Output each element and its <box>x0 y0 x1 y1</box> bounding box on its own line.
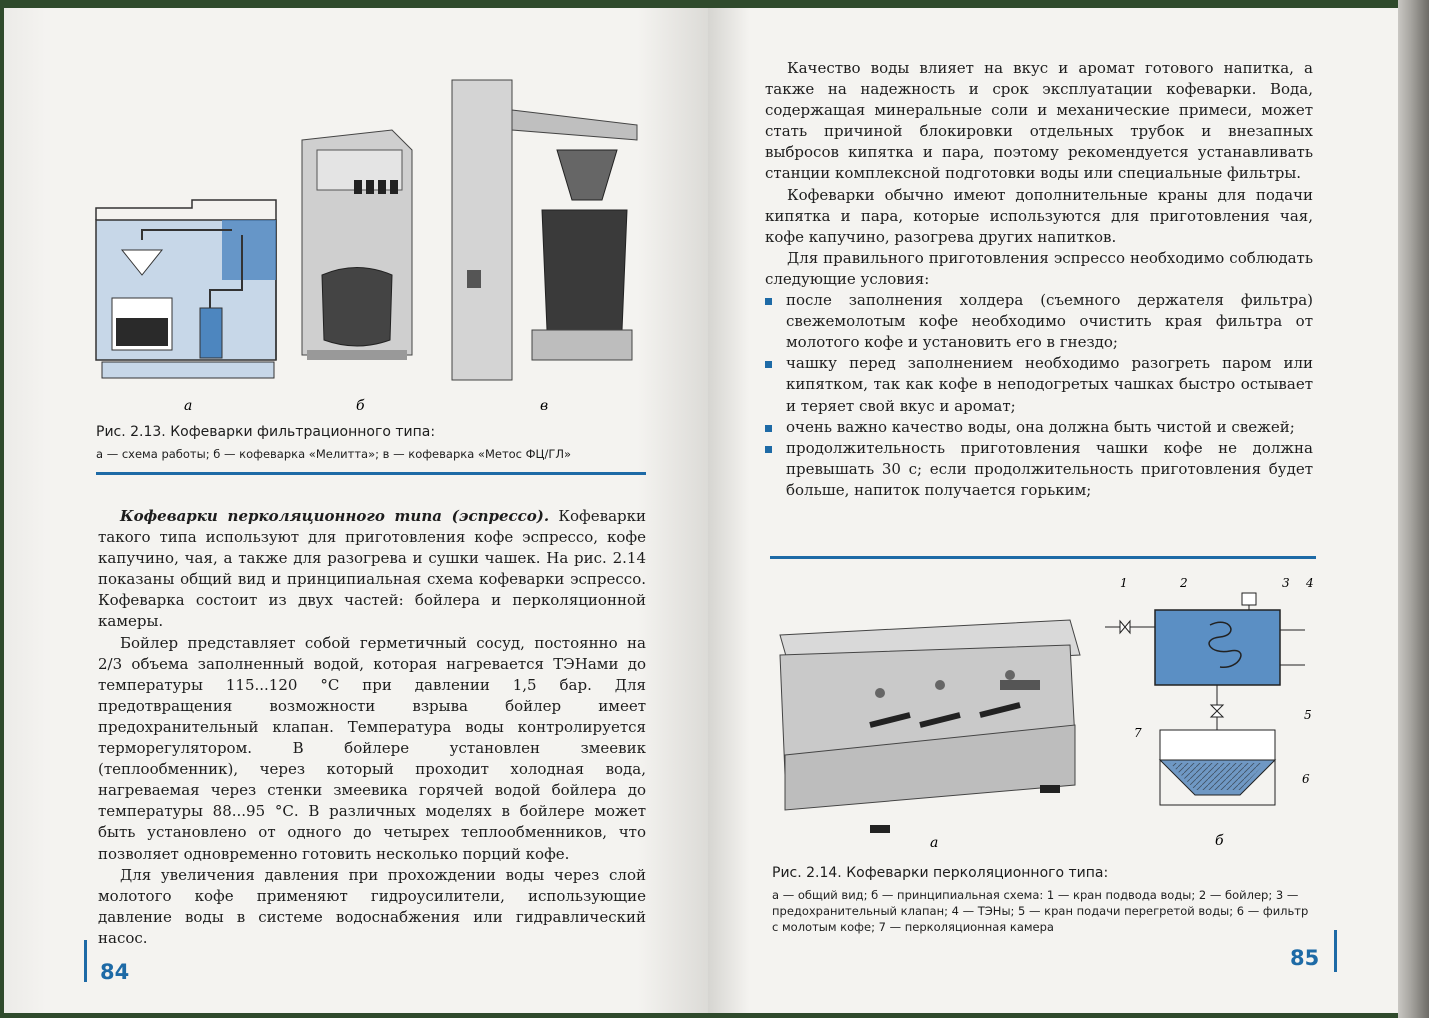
espresso-schematic <box>1105 593 1305 805</box>
divider-rule <box>96 472 646 475</box>
list-item: чашку перед заполнением необходимо разогреть паром или кипятком, так как кофе в неподогретых чашках быстро остывает и теряет свой вкус и аромат; <box>765 353 1313 416</box>
fig-label-b: б <box>1215 833 1224 849</box>
paragraph: Для правильного приготовления эспрессо необходимо соблюдать следующие условия: <box>765 248 1313 288</box>
metos-coffee-maker <box>452 80 637 380</box>
paragraph: Кофеварки обычно имеют дополнительные краны для подачи кипятка и пара, которые используются для приготовления чая, кофе капучино, разогрева других напитков. <box>765 185 1313 246</box>
right-body-text <box>765 58 1313 501</box>
paragraph: Качество воды влияет на вкус и аромат готового напитка, а также на надежность и срок эксплуатации кофеварки. Вода, содержащая минеральные соли и механические примеси, может стать причиной блокировки отдельных трубок и внезапных выбросов кипятка и пара, поэтому рекомендуется устанавливать станции комплексной подготовки воды или специальные фильтры. <box>765 59 1313 183</box>
figure-caption-desc: а — общий вид; б — принципиальная схема: 1 — кран подвода воды; 2 — бойлер; 3 — предохранительный клапан; 4 — ТЭНы; 5 — кран подачи перегретой воды; 6 — фильтр с молотым кофе; 7 — перколяционная камера <box>772 888 1309 934</box>
num-5: 5 <box>1304 708 1312 722</box>
fig-label-a: а <box>184 398 193 414</box>
num-3: 3 <box>1282 576 1290 590</box>
melitta-coffee-maker <box>302 130 412 360</box>
num-7: 7 <box>1134 726 1142 740</box>
divider-rule <box>770 556 1316 559</box>
num-6: 6 <box>1302 772 1310 786</box>
section-heading: Кофеварки перколяционного типа (эспрессо). <box>120 507 550 525</box>
fig-label-a: а <box>930 835 939 851</box>
list-item: после заполнения холдера (съемного держателя фильтра) свежемолотым кофе необходимо очистить края фильтра от молотого кофе и установить его в гнездо; <box>765 290 1313 353</box>
list-item: очень важно качество воды, она должна быть чистой и свежей; <box>765 417 1313 438</box>
page-number: 84 <box>100 960 130 984</box>
page-number-bar <box>84 940 87 982</box>
fig-label-b: б <box>356 398 365 414</box>
book-edge <box>1398 0 1429 1018</box>
figure-caption-desc: а — схема работы; б — кофеварка «Мелитта»; в — кофеварка «Метос ФЦ/ГЛ» <box>96 447 572 461</box>
num-2: 2 <box>1180 576 1188 590</box>
list-item: продолжительность приготовления чашки кофе не должна превышать 30 с; если продолжительность приготовления будет больше, напиток получается горьким; <box>765 438 1313 501</box>
page-number: 85 <box>1290 946 1320 970</box>
left-body-text <box>98 506 646 949</box>
paragraph <box>98 506 646 633</box>
paragraph: Для увеличения давления при прохождении воды через слой молотого кофе применяют гидроусилители, использующие давление воды в системе водоснабжения или гидравлический насос. <box>98 865 646 947</box>
num-4: 4 <box>1306 576 1314 590</box>
num-1: 1 <box>1120 576 1128 590</box>
fig-label-v: в <box>540 398 549 414</box>
espresso-machine <box>780 620 1080 833</box>
figure-caption-title: Рис. 2.13. Кофеварки фильтрационного типа: <box>96 424 436 440</box>
conditions-list <box>765 290 1313 501</box>
filter-coffee-schema <box>96 200 276 378</box>
figure-caption-title: Рис. 2.14. Кофеварки перколяционного типа: <box>772 865 1109 881</box>
paragraph-text: Кофеварки такого типа используют для приготовления кофе эспрессо, кофе капучино, чая, а также для разогрева и сушки чашек. На рис. 2.14 показаны общий вид и принципиальная схема кофеварки эспрессо. Кофеварка состоит из двух частей: бойлера и перколяционной камеры. <box>98 507 646 631</box>
figure-2-13 <box>92 70 652 415</box>
figure-2-14 <box>770 575 1320 860</box>
page-number-bar <box>1334 930 1337 972</box>
paragraph: Бойлер представляет собой герметичный сосуд, постоянно на 2/3 объема заполненный водой, которая нагревается ТЭНами до температуры 115...120 °С при давлении 1,5 бар. Для предотвращения возможности взрыва бойлер имеет предохранительный клапан. Температура воды контролируется терморегулятором. В бойлере установлен змеевик (теплообменник), через который проходит холодная вода, нагреваемая через стенки змеевика горячей водой бойлера до температуры 88...95 °С. В различных моделях в бойлере может быть установлено от одного до четырех теплообменников, что позволяет одновременно готовить несколько порций кофе. <box>98 633 646 863</box>
